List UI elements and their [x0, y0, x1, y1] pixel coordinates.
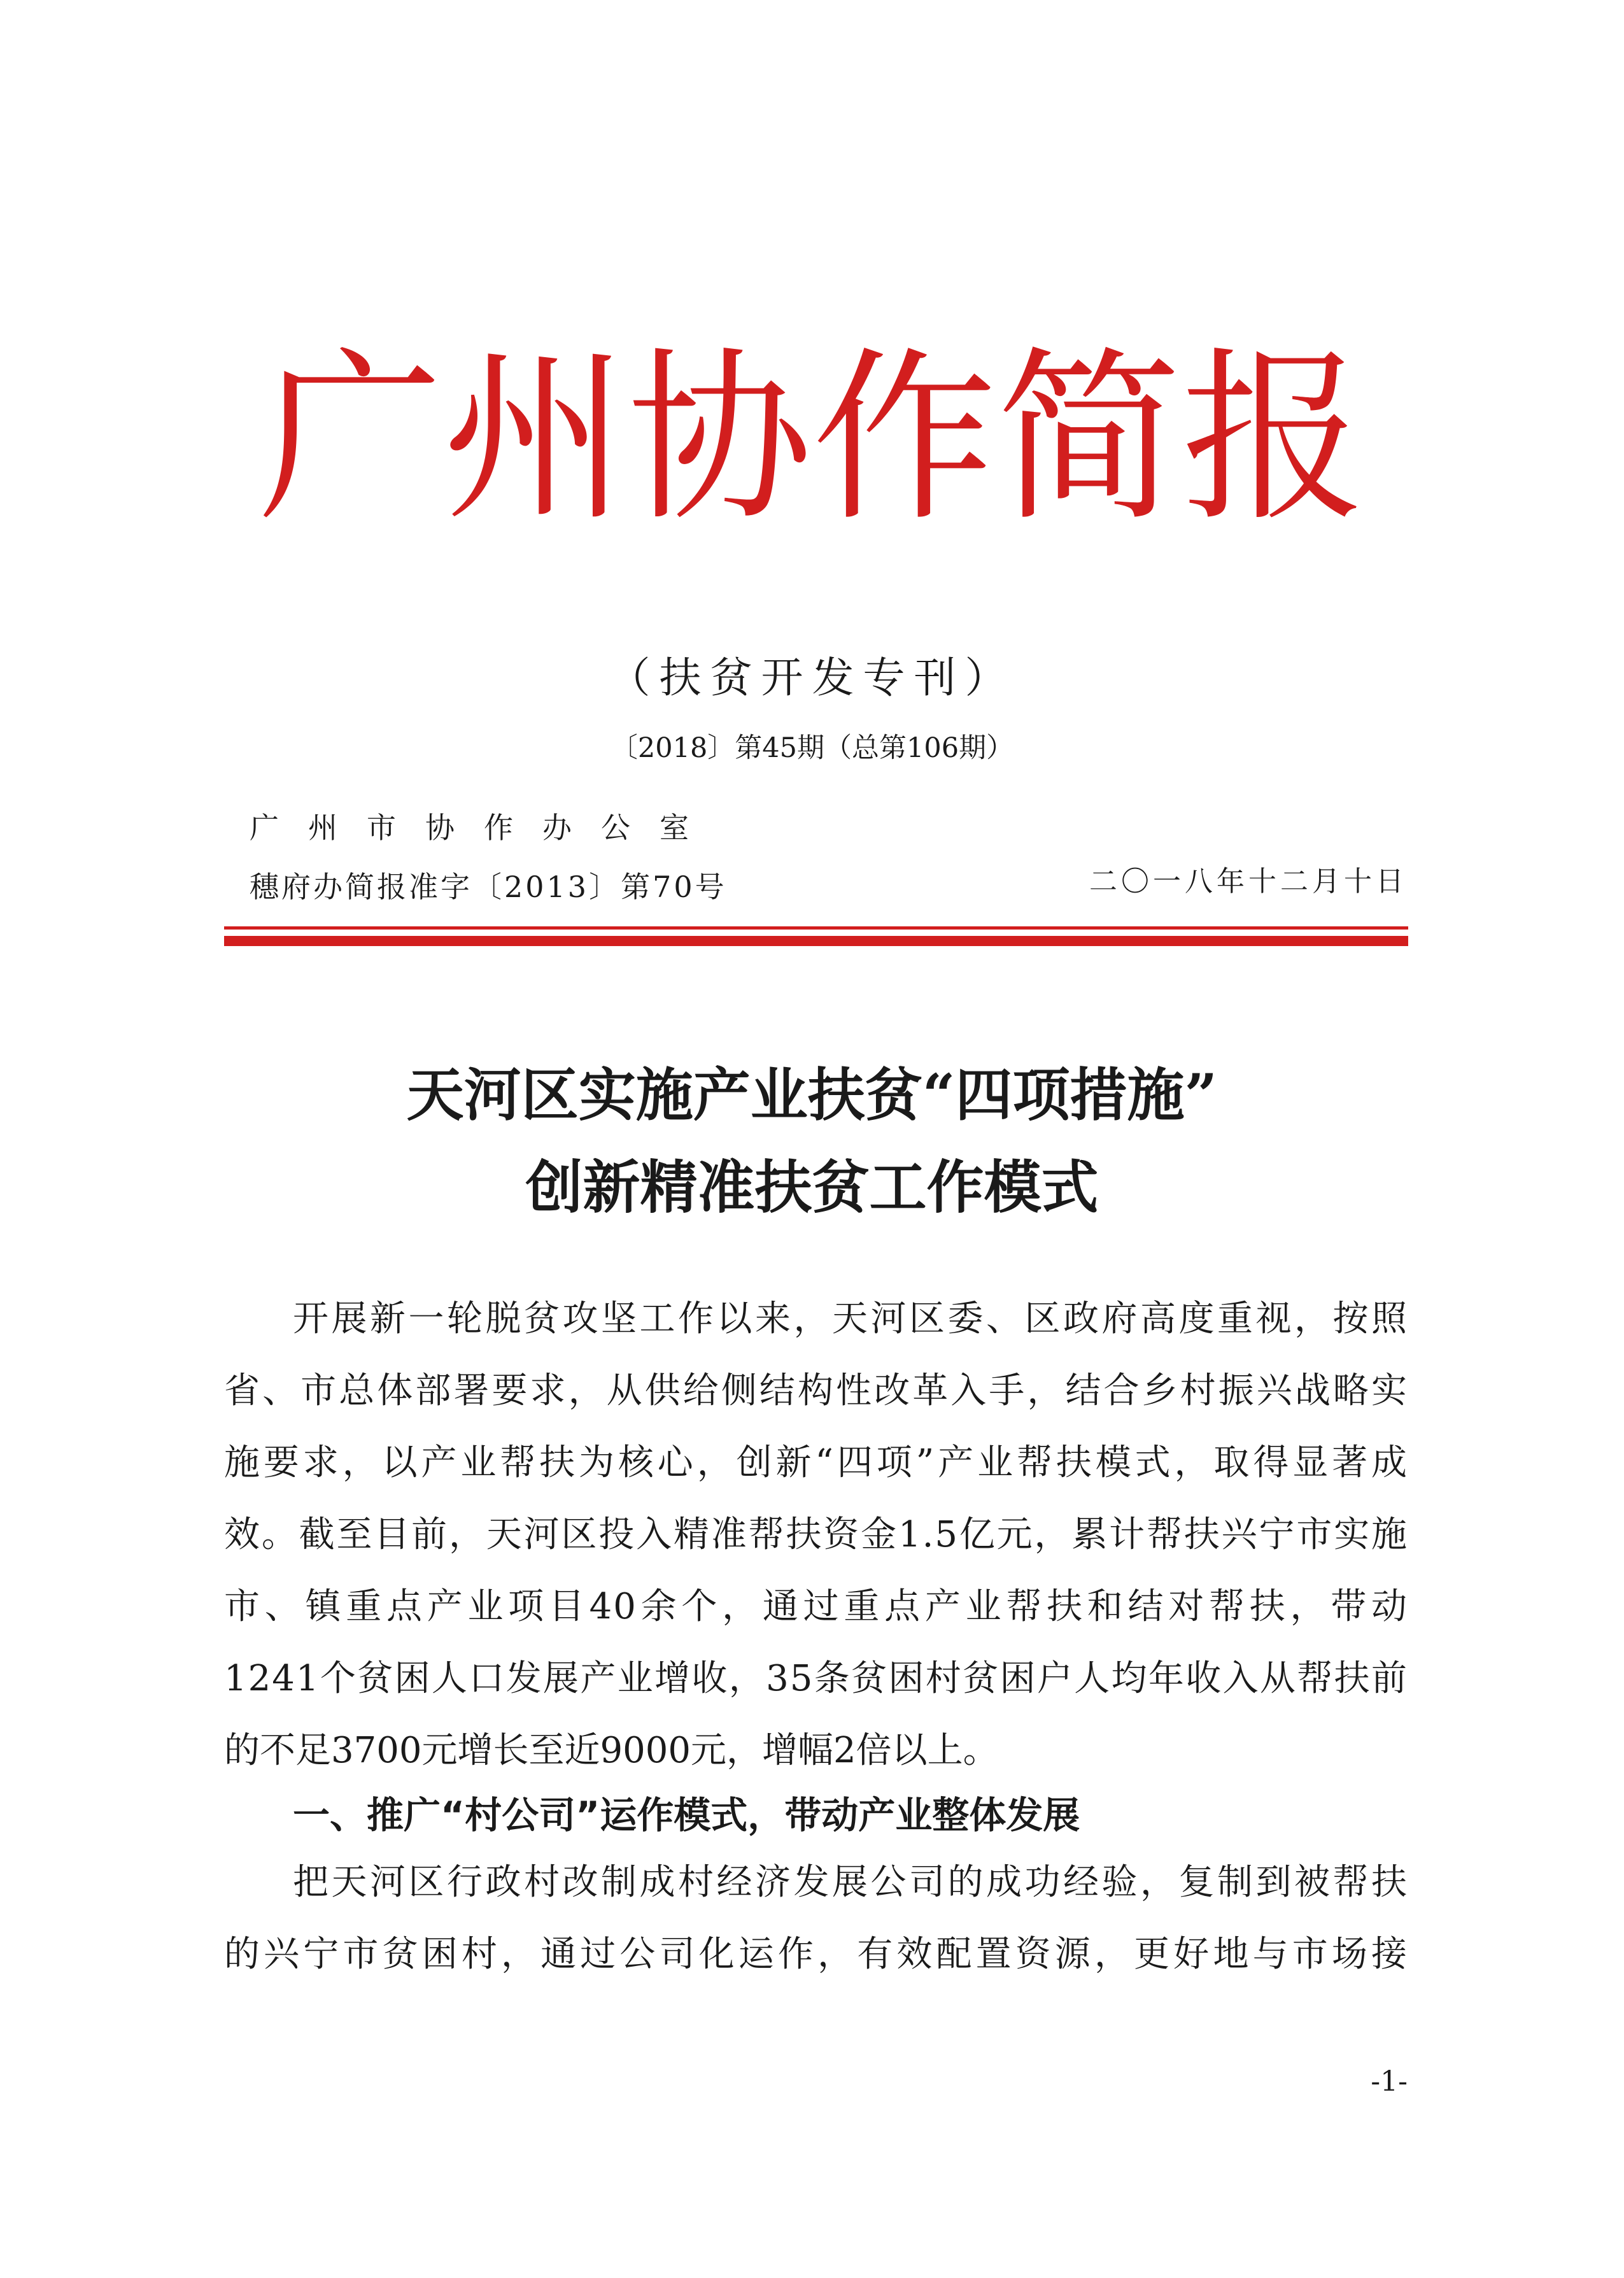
issue-date: 二〇一八年十二月十日 [1089, 865, 1408, 898]
section-1-heading: 一、推广“村公司”运作模式，带动产业整体发展 [293, 1793, 1080, 1837]
paragraph-2-line-1: 把天河区行政村改制成村经济发展公司的成功经验，复制到被帮扶 [293, 1862, 1408, 1903]
paragraph-1-line-1: 开展新一轮脱贫攻坚工作以来，天河区委、区政府高度重视，按照 [293, 1298, 1408, 1340]
article-title-line-2: 创新精准扶贫工作模式 [525, 1154, 1099, 1221]
paragraph-1-line-2: 省、市总体部署要求，从供给侧结构性改革入手，结合乡村振兴战略实 [224, 1370, 1408, 1411]
paragraph-1-line-4: 效。截至目前，天河区投入精准帮扶资金1.5亿元，累计帮扶兴宁市实施 [224, 1514, 1408, 1555]
header-divider-thick [224, 936, 1408, 946]
approval-number: 穗府办简报准字〔2013〕第70号 [250, 870, 727, 904]
paragraph-2-line-2: 的兴宁市贫困村，通过公司化运作，有效配置资源，更好地与市场接 [224, 1934, 1408, 1975]
paragraph-1-line-3: 施要求，以产业帮扶为核心，创新“四项”产业帮扶模式，取得显著成 [224, 1442, 1408, 1483]
paragraph-1-line-6: 1241个贫困人口发展产业增收，35条贫困村贫困户人均年收入从帮扶前 [224, 1658, 1408, 1699]
special-issue-subtitle: （扶贫开发专刊） [608, 653, 1016, 702]
issuing-office: 广州市协作办公室 [250, 810, 718, 845]
paragraph-1-line-5: 市、镇重点产业项目40余个，通过重点产业帮扶和结对帮扶，带动 [224, 1586, 1408, 1627]
article-title-line-1: 天河区实施产业扶贫“四项措施” [406, 1061, 1218, 1129]
page-number: -1- [1371, 2065, 1408, 2098]
header-divider-thin [224, 926, 1408, 930]
masthead-title: 广州协作简报 [258, 332, 1366, 546]
issue-number: 〔2018〕第45期（总第106期） [610, 732, 1014, 764]
paragraph-1-line-7: 的不足3700元增长至近9000元，增幅2倍以上。 [224, 1730, 999, 1771]
